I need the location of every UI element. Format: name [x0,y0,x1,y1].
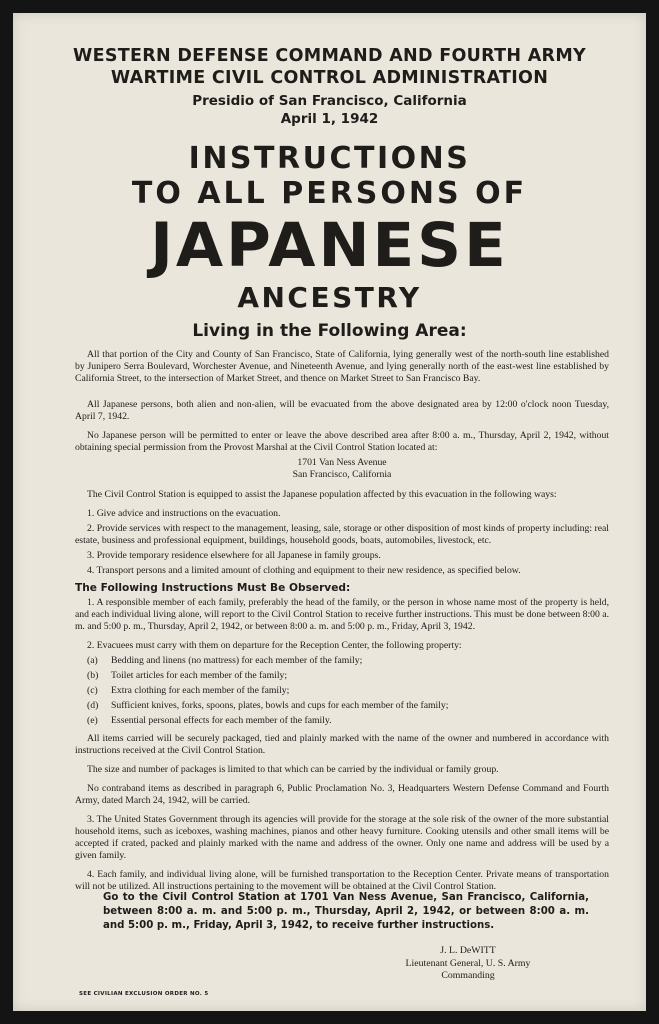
property-item [75,685,609,697]
property-item [75,700,609,712]
signature-rank: Lieutenant General, U. S. Army [405,957,531,969]
signature-block [393,945,543,983]
property-item-key: (e) [87,715,98,726]
poster-body [75,349,609,900]
instructions-heading: The Following Instructions Must Be Observed: [75,582,351,594]
title-line-4: ANCESTRY [237,281,422,314]
instruction-4: 4. Each family, and individual living alone, will be furnished transportation to the Reception Center. Private means of transportation will not be utilized. All instructions pertaining to the movement will be obtained at the Civil Control Station. [75,869,609,892]
instruction-1: 1. A responsible member of each family, preferably the head of the family, or the person in whose name most of the property is held, and each individual living alone, will report to the Civil Control Station to receive further instructions. This must be done between 8:00 a. m. and 5:00 p. m., Thursday, April 2, 1942, or between 8:00 a. m. and 5:00 p. m., Friday, April 3, 1942. [75,597,609,632]
poster [13,13,646,1011]
property-item [75,655,609,667]
property-item-key: (b) [87,670,99,681]
permission-paragraph: No Japanese person will be permitted to enter or leave the above described area after 8:00 a. m., Thursday, April 2, 1942, without obtaining special permission from the Provost Marshal at the Civil Control Station located at: [75,430,609,453]
service-item: 1. Give advice and instructions on the evacuation. [87,508,281,519]
station-address [75,457,609,481]
packaging-paragraph: All items carried will be securely packaged, tied and plainly marked with the name of the owner and numbered in accordance with instructions received at the Civil Control Station. [75,733,609,756]
station-intro: The Civil Control Station is equipped to assist the Japanese population affected by this evacuation in the following ways: [87,489,557,500]
evacuation-paragraph: All Japanese persons, both alien and non-alien, will be evacuated from the above designated area by 12:00 o'clock noon Tuesday, April 7, 1942. [75,399,609,422]
property-item-text: Sufficient knives, forks, spoons, plates, bowls and cups for each member of the family; [111,700,449,711]
property-item-key: (d) [87,700,99,711]
property-item-text: Essential personal effects for each member of the family. [111,715,332,726]
closing-instructions: Go to the Civil Control Station at 1701 Van Ness Avenue, San Francisco, California, between 8:00 a. m. and 5:00 p. m., Thursday, April 2, 1942, or between 8:00 a. m. and 5:00 p. m., Friday, April 3, 1942, to receive further instructions. [103,892,589,931]
instruction-3: 3. The United States Government through its agencies will provide for the storage at the sole risk of the owner of the more substantial household items, such as iceboxes, washing machines, pianos and other heavy furniture. Cooking utensils and other small items will be accepted if crated, packed and plainly marked with the name and address of the owner. Only one name and address will be used by a given family. [75,814,609,861]
header-line-1: WESTERN DEFENSE COMMAND AND FOURTH ARMY [72,46,587,66]
service-item: 2. Provide services with respect to the management, leasing, sale, storage or other disposition of most kinds of property including: real estate, business and professional equipment, buildings, household goods, boats, automobiles, livestock, etc. [75,523,609,546]
title-line-2: TO ALL PERSONS OF [131,176,528,211]
title-line-3: JAPANESE [150,210,509,281]
property-item-key: (c) [87,685,98,696]
address-line-1: 1701 Van Ness Avenue [297,457,387,468]
footer-note: SEE CIVILIAN EXCLUSION ORDER NO. 5 [79,991,209,997]
header-location: Presidio of San Francisco, California [192,93,467,109]
contraband-paragraph: No contraband items as described in paragraph 6, Public Proclamation No. 3, Headquarters Western Defense Command and Fourth Army, dated March 24, 1942, will be carried. [75,783,609,806]
property-item [75,715,609,727]
subtitle: Living in the Following Area: [192,321,467,341]
title-line-1: INSTRUCTIONS [188,141,471,176]
property-item-text: Toilet articles for each member of the family; [111,670,288,681]
header-date: April 1, 1942 [280,111,379,127]
property-item-key: (a) [87,655,98,666]
address-line-2: San Francisco, California [292,469,392,480]
area-description: All that portion of the City and County of San Francisco, State of California, lying generally west of the north-south line established by Junipero Serra Boulevard, Worchester Avenue, and Nineteenth Avenue, and lying generally north of the east-west line established by California Street, to the intersection of Market Street, and thence on Market Street to San Francisco Bay. [75,349,609,384]
property-item-text: Bedding and linens (no mattress) for each member of the family; [111,655,363,666]
service-item: 4. Transport persons and a limited amount of clothing and equipment to their new residence, as specified below. [87,565,521,576]
header-line-2: WARTIME CIVIL CONTROL ADMINISTRATION [110,68,549,88]
signature-title: Commanding [441,970,495,981]
property-item-text: Extra clothing for each member of the family; [111,685,290,696]
signature-name: J. L. DeWITT [440,945,496,956]
property-item [75,670,609,682]
size-limit-paragraph: The size and number of packages is limited to that which can be carried by the individual or family group. [87,764,499,775]
instruction-2: 2. Evacuees must carry with them on departure for the Reception Center, the following property: [87,640,462,651]
service-item: 3. Provide temporary residence elsewhere for all Japanese in family groups. [87,550,381,561]
